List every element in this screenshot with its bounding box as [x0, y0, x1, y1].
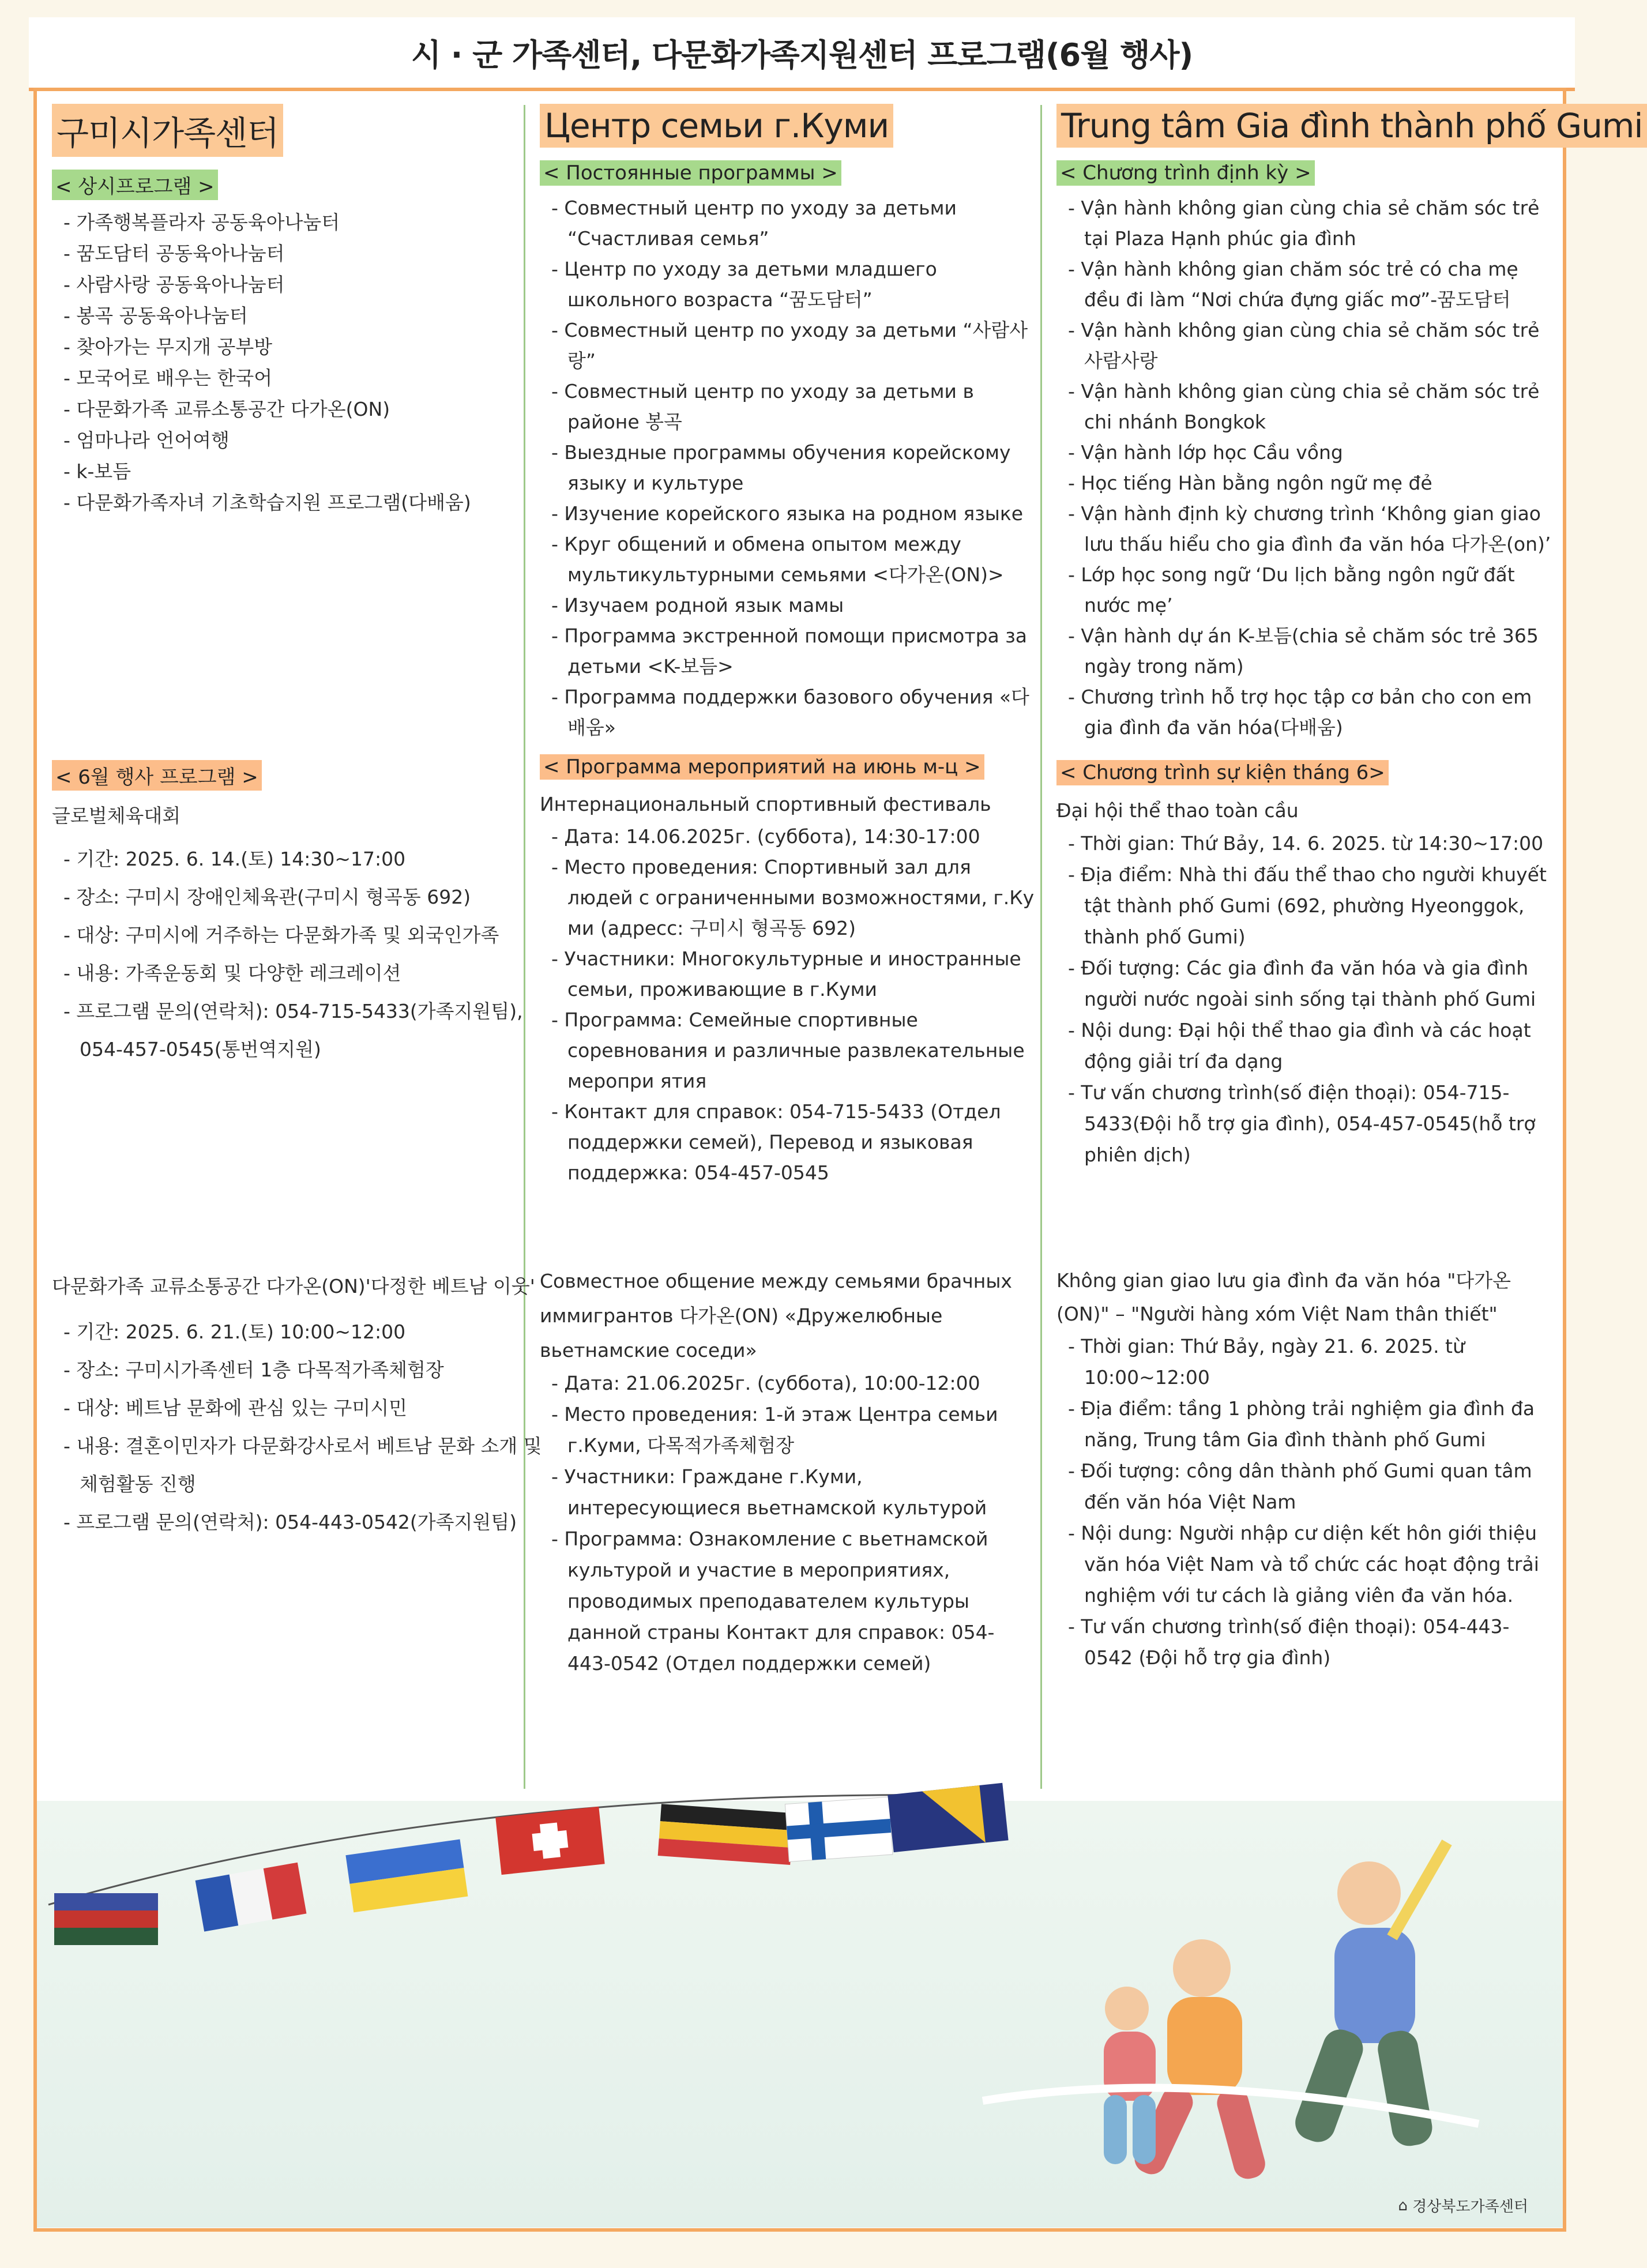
event2-list [52, 1313, 548, 1541]
flag-switzerland-icon [495, 1807, 604, 1875]
list-item: - 다문화가족자녀 기초학습지원 프로그램(다배움) [52, 487, 548, 518]
flags-and-family-illustration [37, 1801, 1563, 2228]
list-item: - Дата: 21.06.2025г. (суббота), 10:00-12:00 [540, 1368, 1036, 1399]
flag-ukraine-icon [345, 1839, 468, 1912]
flag-finland-icon [785, 1797, 893, 1861]
event2-title: 다문화가족 교류소통공간 다가온(ON)'다정한 베트남 이웃' [52, 1275, 535, 1297]
regular-label: < Chương trình định kỳ > [1056, 160, 1315, 186]
list-item: - Центр по уходу за детьми младшего школьного возраста “꿈도담터” [540, 254, 1036, 315]
list-item: - Học tiếng Hàn bằng ngôn ngữ mẹ đẻ [1056, 468, 1552, 498]
list-item: - 모국어로 배우는 한국어 [52, 363, 548, 394]
list-item: - Vận hành lớp học Cầu vồng [1056, 437, 1552, 468]
list-item: - Vận hành định kỳ chương trình ‘Không gian giao lưu thấu hiểu cho gia đình đa văn hóa 다가온(on)’ [1056, 498, 1552, 559]
list-item: - 사람사랑 공동육아나눔터 [52, 269, 548, 300]
list-item: - 기간: 2025. 6. 21.(토) 10:00~12:00 [52, 1313, 548, 1351]
list-item: - Изучаем родной язык мамы [540, 590, 1036, 620]
event2-title: Không gian giao lưu gia đình đa văn hóa "다가온(ON)" – "Người hàng xóm Việt Nam thân thiết" [1056, 1269, 1511, 1325]
list-item: - 대상: 구미시에 거주하는 다문화가족 및 외국인가족 [52, 916, 548, 954]
list-item: - Đối tượng: công dân thành phố Gumi quan tâm đến văn hóa Việt Nam [1056, 1455, 1552, 1518]
column-title: Центр семьи г.Куми [540, 104, 893, 148]
list-item: - Участники: Граждане г.Куми, интересующиеся вьетнамской культурой [540, 1461, 1036, 1524]
list-item: - Tư vấn chương trình(số điện thoại): 054-443-0542 (Đội hỗ trợ gia đình) [1056, 1611, 1552, 1673]
list-item: - 다문화가족 교류소통공간 다가온(ON) [52, 394, 548, 425]
logo-text: 경상북도가족센터 [1412, 2198, 1528, 2216]
regular-label: < 상시프로그램 > [52, 170, 218, 200]
list-item: - Vận hành không gian cùng chia sẻ chăm sóc trẻ chi nhánh Bongkok [1056, 376, 1552, 437]
list-item: - Место проведения: Спортивный зал для людей с ограниченными возможностями, г.Ку ми (адресс: 구미시 형곡동 692) [540, 852, 1036, 943]
list-item: - 내용: 가족운동회 및 다양한 레크레이션 [52, 954, 548, 992]
list-item: - Участники: Многокультурные и иностранные семьи, проживающие в г.Куми [540, 943, 1036, 1005]
list-item: - Lớp học song ngữ ‘Du lịch bằng ngôn ngữ đất nước mẹ’ [1056, 559, 1552, 620]
list-item: - 봉곡 공동육아나눔터 [52, 300, 548, 332]
footer-logo [1398, 2195, 1528, 2216]
list-item: - Vận hành không gian cùng chia sẻ chăm sóc trẻ tại Plaza Hạnh phúc gia đình [1056, 193, 1552, 254]
list-item: - Đối tượng: Các gia đình đa văn hóa và gia đình người nước ngoài sinh sống tại thành phố Gumi [1056, 953, 1552, 1015]
page-title: 시 · 군 가족센터, 다문화가족지원센터 프로그램(6월 행사) [411, 36, 1193, 73]
list-item: - Изучение корейского языка на родном языке [540, 498, 1036, 529]
column-title: Trung tâm Gia đình thành phố Gumi [1056, 104, 1647, 148]
regular-list [1056, 193, 1552, 743]
flag-belgium-icon [658, 1804, 794, 1865]
list-item: - Vận hành không gian chăm sóc trẻ có cha mẹ đều đi làm “Nơi chứa đựng giấc mơ”-꿈도담터 [1056, 254, 1552, 315]
flag-bosnia-icon [888, 1783, 1008, 1852]
list-item: - Контакт для справок: 054-715-5433 (Отдел поддержки семей), Перевод и языковая поддержка: 054-457-0545 [540, 1096, 1036, 1188]
event1-list [540, 821, 1036, 1188]
list-item: - Vận hành dự án K-보듬(chia sẻ chăm sóc trẻ 365 ngày trong năm) [1056, 620, 1552, 682]
list-item: - Дата: 14.06.2025г. (суббота), 14:30-17:00 [540, 821, 1036, 852]
footer-illustration [37, 1801, 1563, 2228]
list-item: - Программа: Ознакомление с вьетнамской культурой и участие в мероприятиях, проводимых преподавателем культуры данной страны Контакт для справок: 054-443-0542 (Отдел поддержки семей) [540, 1524, 1036, 1679]
regular-list [540, 193, 1036, 743]
list-item: - Địa điểm: Nhà thi đấu thể thao cho người khuyết tật thành phố Gumi (692, phường Hyeonggok, thành phố Gumi) [1056, 859, 1552, 953]
flag-france-icon [195, 1863, 307, 1932]
list-item: - 프로그램 문의(연락처): 054-715-5433(가족지원팀), 054-457-0545(통번역지원) [52, 992, 548, 1069]
column-title: 구미시가족센터 [52, 104, 283, 157]
event1-title: 글로벌체육대회 [52, 804, 181, 827]
list-item: - 찾아가는 무지개 공부방 [52, 332, 548, 363]
regular-list [52, 207, 548, 518]
list-item: - 꿈도담터 공동육아나눔터 [52, 238, 548, 269]
event2-list [540, 1368, 1036, 1679]
list-item: - Программа экстренной помощи присмотра за детьми <K-보듬> [540, 620, 1036, 682]
list-item: - Место проведения: 1-й этаж Центра семьи г.Куми, 다목적가족체험장 [540, 1399, 1036, 1461]
column-divider [1040, 105, 1042, 1789]
list-item: - 프로그램 문의(연락처): 054-443-0542(가족지원팀) [52, 1503, 548, 1541]
list-item: - 엄마나라 언어여행 [52, 425, 548, 456]
flag-russia-icon [54, 1893, 158, 1945]
list-item: - Chương trình hỗ trợ học tập cơ bản cho con em gia đình đa văn hóa(다배움) [1056, 682, 1552, 743]
event1-title: Đại hội thể thao toàn cầu [1056, 799, 1299, 822]
list-item: - Địa điểm: tầng 1 phòng trải nghiệm gia đình đa năng, Trung tâm Gia đình thành phố Gumi [1056, 1393, 1552, 1455]
list-item: - Совместный центр по уходу за детьми в районе 봉곡 [540, 376, 1036, 437]
event2-list [1056, 1331, 1552, 1673]
list-item: - 장소: 구미시가족센터 1층 다목적가족체험장 [52, 1351, 548, 1389]
regular-label: < Постоянные программы > [540, 160, 841, 186]
event-label: < Chương trình sự kiện tháng 6> [1056, 760, 1389, 785]
list-item: - Круг общений и обмена опытом между мультикультурными семьями <다가온(ON)> [540, 529, 1036, 590]
event1-list [1056, 828, 1552, 1171]
list-item: - Thời gian: Thứ Bảy, 14. 6. 2025. từ 14:30~17:00 [1056, 828, 1552, 859]
list-item: - 대상: 베트남 문화에 관심 있는 구미시민 [52, 1389, 548, 1427]
list-item: - Программа поддержки базового обучения «다배움» [540, 682, 1036, 743]
list-item: - Vận hành không gian cùng chia sẻ chăm sóc trẻ 사람사랑 [1056, 315, 1552, 376]
list-item: - k-보듬 [52, 456, 548, 487]
event1-title: Интернациональный спортивный фестиваль [540, 793, 991, 815]
event1-list [52, 840, 548, 1069]
content-frame [33, 88, 1643, 2232]
list-item: - Nội dung: Đại hội thể thao gia đình và các hoạt động giải trí đa dạng [1056, 1015, 1552, 1077]
list-item: - Выездные программы обучения корейскому языку и культуре [540, 437, 1036, 498]
list-item: - Совместный центр по уходу за детьми “사람사랑” [540, 315, 1036, 376]
list-item: - 기간: 2025. 6. 14.(토) 14:30~17:00 [52, 840, 548, 878]
list-item: - Программа: Семейные спортивные соревнования и различные развлекательные меропри ятия [540, 1005, 1036, 1096]
event-label: < Программа мероприятий на июнь м-ц > [540, 754, 984, 780]
list-item: - 내용: 결혼이민자가 다문화강사로서 베트남 문화 소개 및 체험활동 진행 [52, 1427, 548, 1503]
list-item: - Thời gian: Thứ Bảy, ngày 21. 6. 2025. từ 10:00~12:00 [1056, 1331, 1552, 1393]
list-item: - Nội dung: Người nhập cư diện kết hôn giới thiệu văn hóa Việt Nam và tổ chức các hoạt động trải nghiệm với tư cách là giảng viên đa văn hóa. [1056, 1518, 1552, 1611]
page-header [29, 17, 1575, 91]
list-item: - 장소: 구미시 장애인체육관(구미시 형곡동 692) [52, 878, 548, 916]
house-icon: ⌂ [1398, 2196, 1408, 2214]
event-label: < 6월 행사 프로그램 > [52, 760, 262, 791]
list-item: - Tư vấn chương trình(số điện thoại): 054-715-5433(Đội hỗ trợ gia đình), 054-457-0545(hỗ trợ phiên dịch) [1056, 1077, 1552, 1171]
event2-title: Совместное общение между семьями брачных иммигрантов 다가온(ON) «Дружелюбные вьетнамские соседи» [540, 1270, 1012, 1361]
list-item: - Совместный центр по уходу за детьми “Счастливая семья” [540, 193, 1036, 254]
list-item: - 가족행복플라자 공동육아나눔터 [52, 207, 548, 238]
family-running-icon [983, 1840, 1479, 2182]
